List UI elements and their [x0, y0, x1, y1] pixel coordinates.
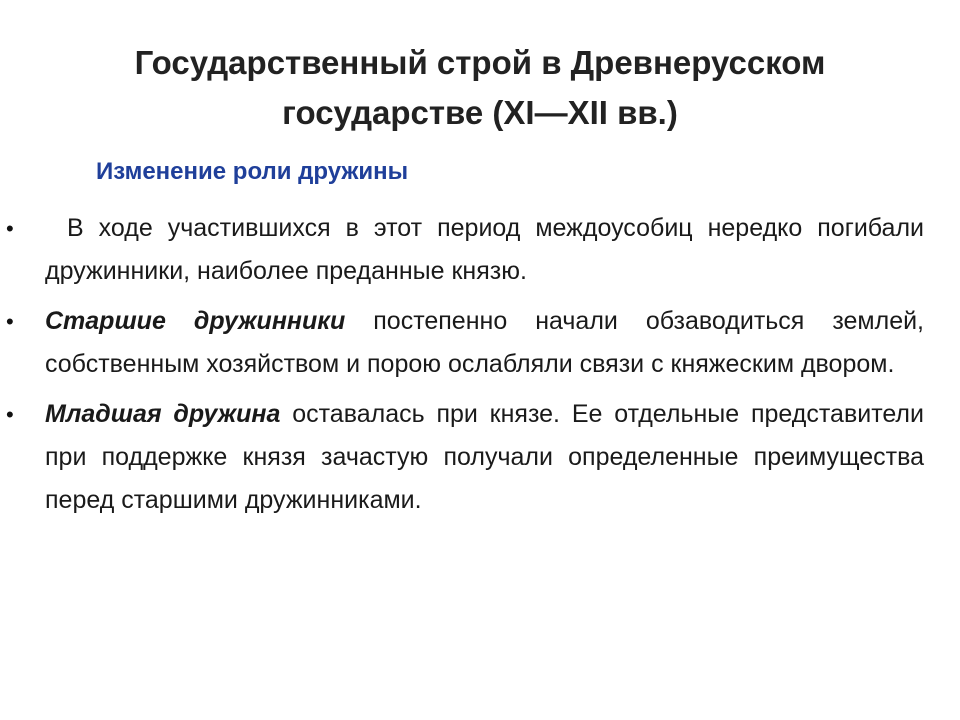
slide-title: Государственный строй в Древнерусском государстве (XI—XII вв.): [134, 44, 826, 131]
bullet-text: оставалась при князе. Ее отдельные представители при поддержке князя зачастую получали определенные преимущества перед старшими дружинниками.: [45, 400, 924, 514]
bullet-item: [0, 207, 960, 293]
bullet-dot: •: [6, 309, 14, 334]
bullet-dot: •: [6, 216, 14, 241]
bullet-dot: •: [6, 402, 14, 427]
bullet-emphasis: Старшие дружинники: [45, 307, 346, 335]
bullet-item: [0, 393, 960, 522]
bullet-list: [0, 207, 960, 529]
bullet-emphasis: Младшая дружина: [45, 400, 281, 428]
bullet-text: В ходе участившихся в этот период междоусобиц нередко погибали дружинники, наиболее преданные князю.: [45, 214, 924, 285]
slide-subtitle: Изменение роли дружины: [96, 158, 409, 185]
bullet-item: [0, 300, 960, 386]
bullet-text: постепенно начали обзаводиться землей, собственным хозяйством и порою ослабляли связи с княжеским двором.: [45, 307, 925, 378]
